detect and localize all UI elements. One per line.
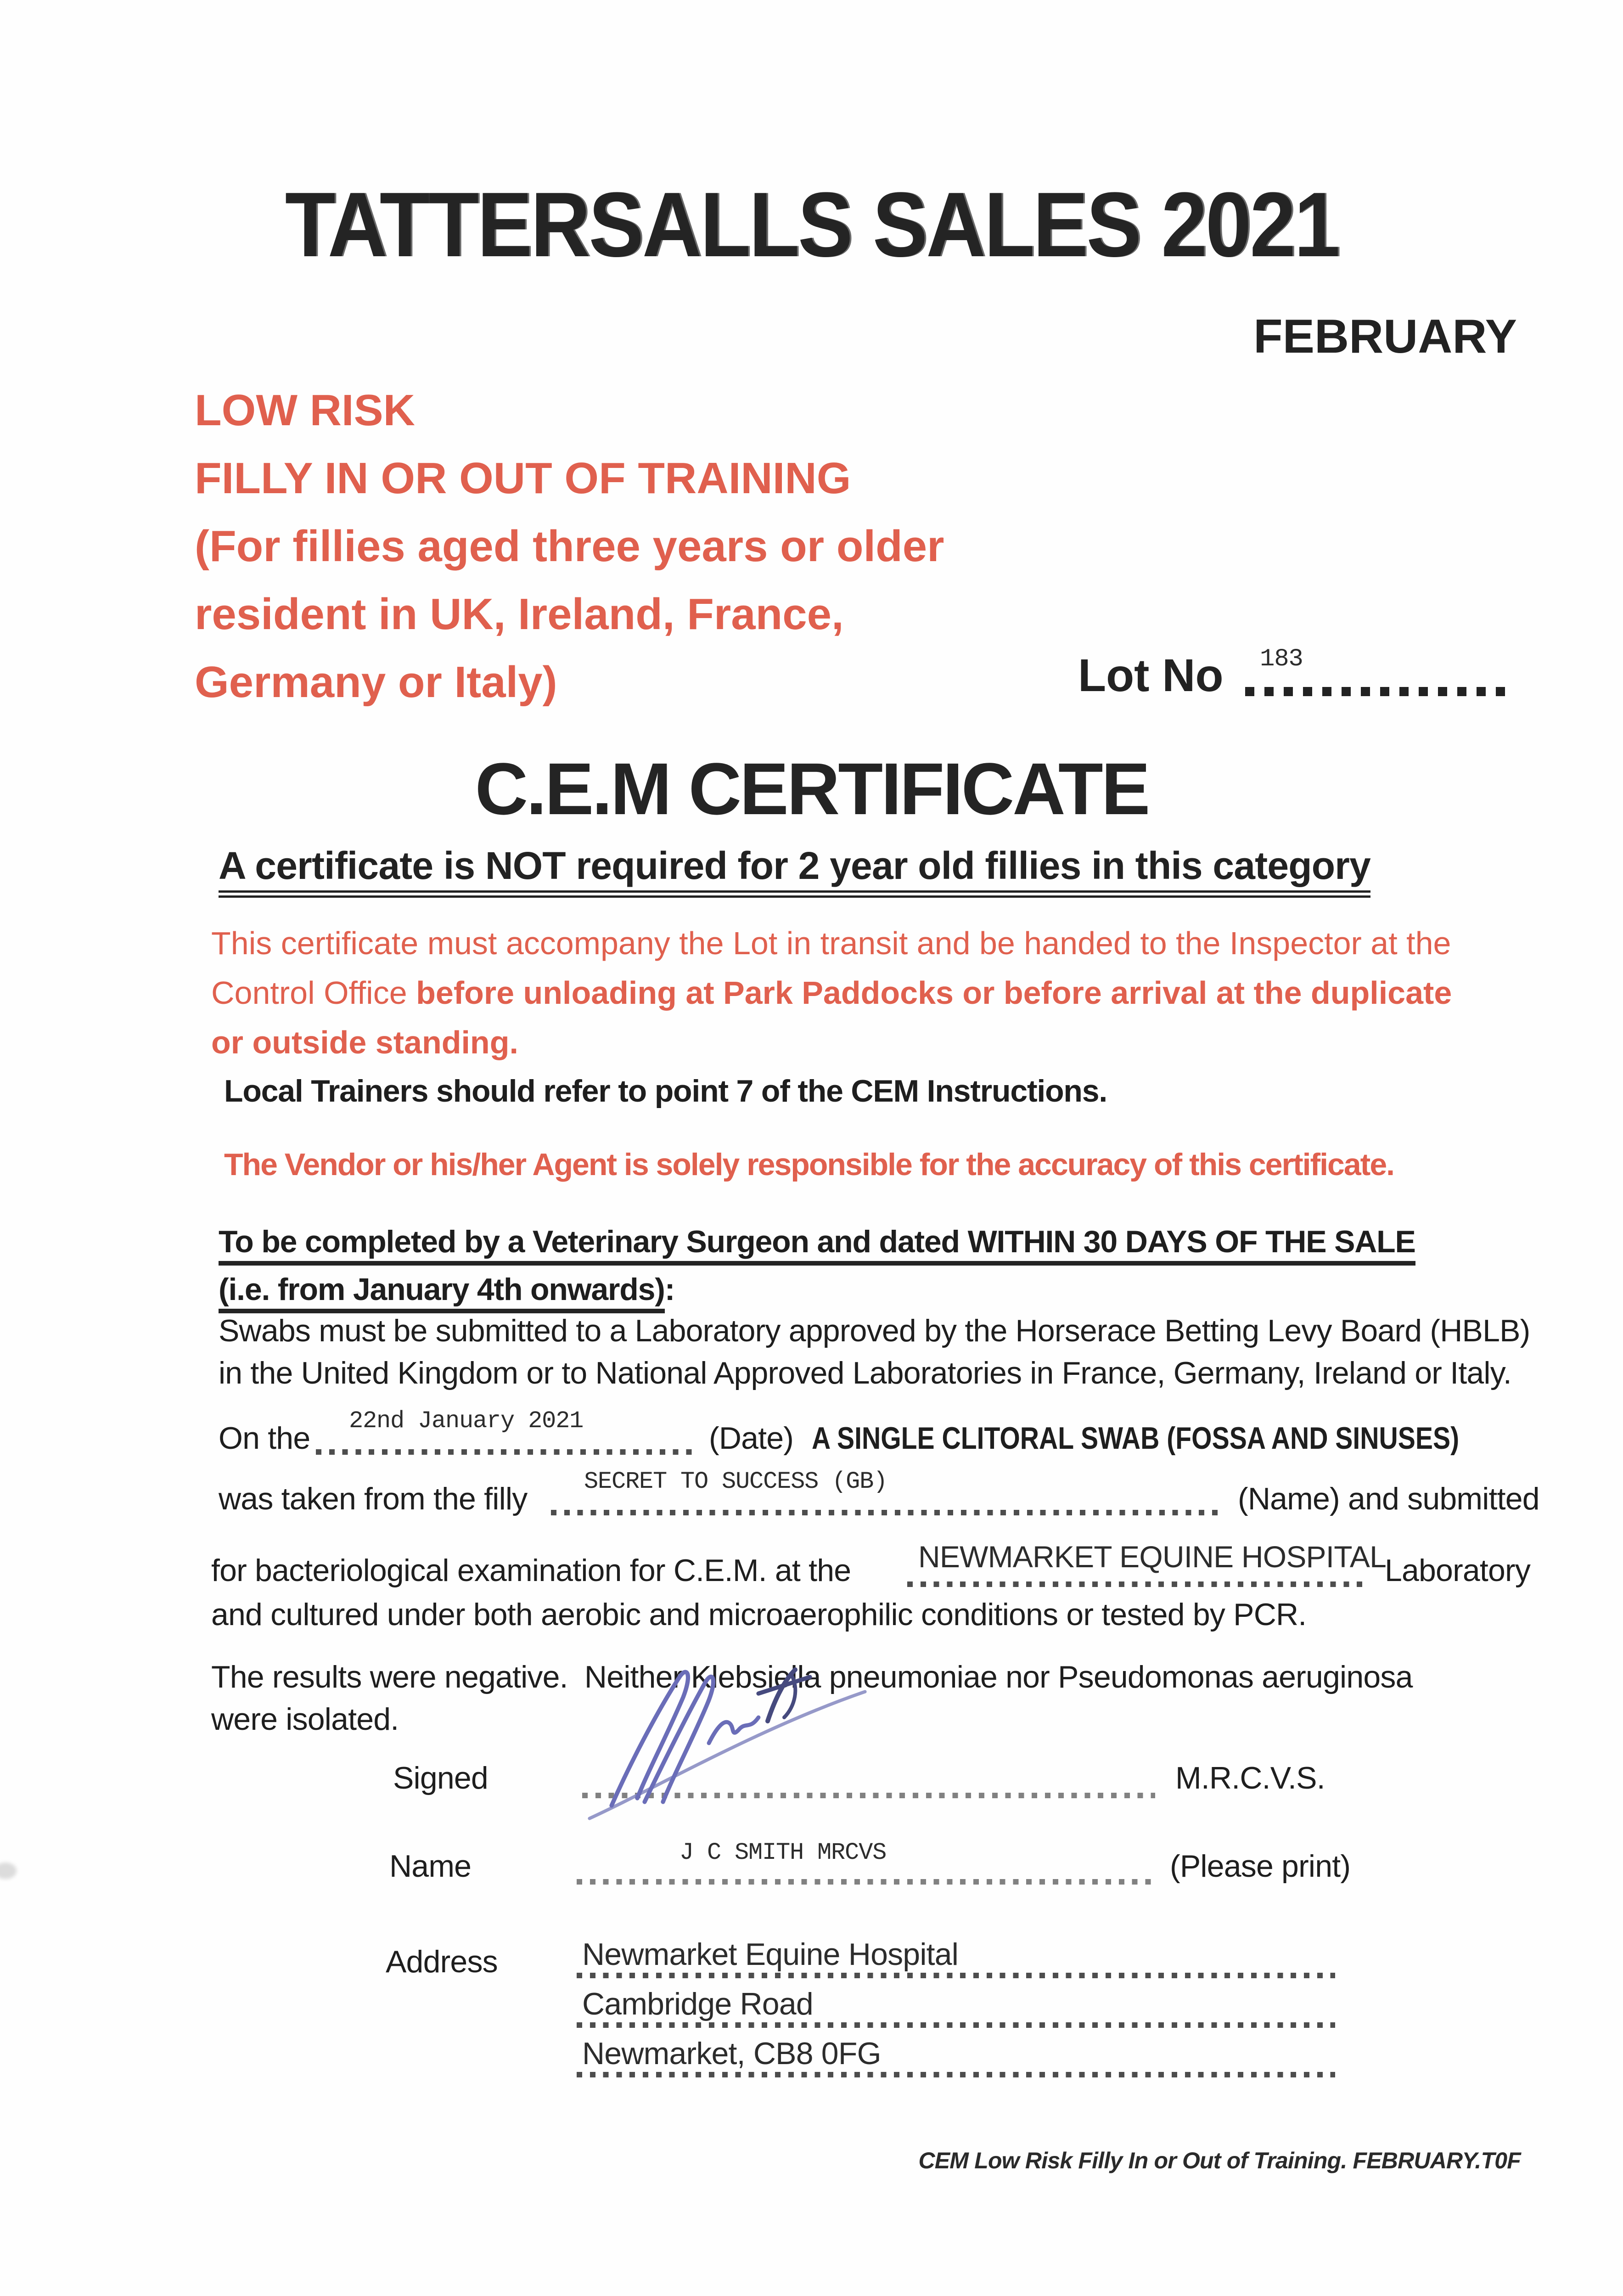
results-line-2: were isolated. [211, 1702, 399, 1737]
name-value: J C SMITH MRCVS [680, 1839, 887, 1866]
vet-instruction-line1-text: To be completed by a Veterinary Surgeon and dated WITHIN 30 DAYS OF THE SALE [219, 1224, 1415, 1266]
address-label: Address [386, 1944, 498, 1979]
certificate-title: C.E.M CERTIFICATE [475, 748, 1149, 830]
swab-type-text: A SINGLE CLITORAL SWAB (FOSSA AND SINUSES) [812, 1421, 1460, 1456]
date-field-label: (Date) [709, 1421, 794, 1456]
swabs-note-line-2: in the United Kingdom or to National Approved Laboratories in France, Germany, Ireland or Italy. [219, 1356, 1511, 1390]
scan-artifact-mark [0, 1863, 17, 1879]
document-title: TATTERSALLS SALES 2021 [285, 174, 1339, 276]
date-row-prefix: On the [219, 1421, 310, 1456]
lot-number-dotted-line [1245, 687, 1515, 696]
vet-instruction-line-1 [219, 1223, 1415, 1260]
address-line-1-dotted-line [577, 1973, 1335, 1978]
laboratory-row-suffix: Laboratory [1385, 1553, 1531, 1588]
transit-note-line2-normal: Control Office [211, 975, 416, 1011]
document-reference-footer: CEM Low Risk Filly In or Out of Training. FEBRUARY.T0F [918, 2148, 1521, 2173]
address-line-1-value: Newmarket Equine Hospital [582, 1937, 959, 1972]
handwritten-signature [575, 1655, 878, 1829]
risk-category-heading [195, 377, 944, 716]
lot-number-label: Lot No [1078, 650, 1224, 701]
vet-instruction-line-2 [219, 1271, 674, 1308]
vet-instruction-line2-text: (i.e. from January 4th onwards) [219, 1272, 665, 1313]
transit-note-line-1: This certificate must accompany the Lot in transit and be handed to the Inspector at the [211, 925, 1451, 961]
transit-note [211, 918, 1452, 1067]
address-line-3-value: Newmarket, CB8 0FG [582, 2036, 881, 2071]
please-print-label: (Please print) [1170, 1849, 1351, 1884]
signed-qualification-label: M.R.C.V.S. [1175, 1761, 1325, 1795]
date-value: 22nd January 2021 [349, 1407, 584, 1435]
cultured-conditions-line: and cultured under both aerobic and microaerophilic conditions or tested by PCR. [211, 1597, 1307, 1632]
address-line-2-value: Cambridge Road [582, 1986, 813, 2021]
swabs-note-line-1: Swabs must be submitted to a Laboratory approved by the Horserace Betting Levy Board (HBLB) [219, 1313, 1530, 1348]
address-line-3-dotted-line [577, 2072, 1335, 2077]
laboratory-row-prefix: for bacteriological examination for C.E.M. at the [211, 1553, 851, 1588]
transit-note-line-2 [211, 968, 1452, 1018]
risk-heading-line-5: Germany or Italy) [195, 658, 557, 707]
local-trainers-note: Local Trainers should refer to point 7 of the CEM Instructions. [224, 1074, 1107, 1109]
address-line-2-dotted-line [577, 2022, 1335, 2028]
vet-instruction-colon: : [664, 1272, 675, 1307]
risk-heading-line-3: (For fillies aged three years or older [195, 522, 944, 571]
filly-name-dotted-line [551, 1510, 1223, 1515]
filly-row-prefix: was taken from the filly [219, 1481, 528, 1516]
results-line-1: The results were negative. Neither Klebsiella pneumoniae nor Pseudomonas aeruginosa [211, 1660, 1413, 1694]
filly-row-suffix: (Name) and submitted [1238, 1481, 1539, 1516]
date-dotted-line [316, 1449, 692, 1455]
risk-heading-line-2: FILLY IN OR OUT OF TRAINING [195, 454, 851, 503]
name-label: Name [389, 1849, 472, 1884]
risk-heading-line-4: resident in UK, Ireland, France, [195, 590, 844, 639]
laboratory-dotted-line [907, 1581, 1370, 1587]
transit-note-line2-bold: before unloading at Park Paddocks or before arrival at the duplicate [416, 975, 1452, 1011]
filly-name-value: SECRET TO SUCCESS (GB) [584, 1468, 887, 1495]
exemption-note: A certificate is NOT required for 2 year old fillies in this category [219, 843, 1370, 898]
signed-label: Signed [393, 1761, 488, 1795]
vendor-responsibility-note: The Vendor or his/her Agent is solely responsible for the accuracy of this certificate. [224, 1147, 1394, 1182]
risk-heading-line-1: LOW RISK [195, 386, 415, 435]
swabs-note [219, 1310, 1530, 1394]
lot-number-value: 183 [1260, 645, 1303, 673]
laboratory-value: NEWMARKET EQUINE HOSPITAL [918, 1540, 1387, 1574]
transit-note-line-3: or outside standing. [211, 1024, 518, 1060]
sale-month-label: FEBRUARY [1253, 310, 1517, 363]
name-dotted-line [577, 1879, 1155, 1885]
